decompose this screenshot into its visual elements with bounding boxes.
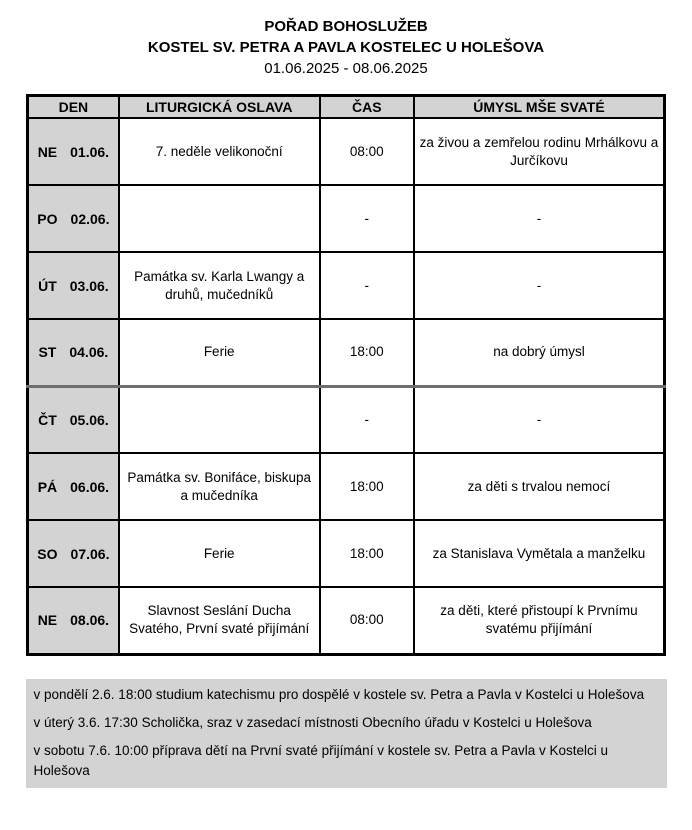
- announcement-item: v pondělí 2.6. 18:00 studium katechismu pro dospělé v kostele sv. Petra a Pavla v Kostelci u Holešova: [33, 686, 645, 702]
- celebration-cell: Ferie: [119, 319, 320, 386]
- day-abbr: PÁ: [37, 478, 58, 495]
- day-label: [33, 277, 114, 295]
- table-row: [28, 453, 665, 520]
- time-cell: 18:00: [320, 520, 414, 587]
- day-label: [33, 210, 114, 228]
- day-label: [33, 611, 114, 629]
- intention-cell: za děti s trvalou nemocí: [414, 453, 665, 520]
- celebration-cell: Ferie: [119, 520, 320, 587]
- day-cell: [28, 252, 119, 319]
- day-date: 02.06.: [70, 210, 110, 227]
- day-cell: [28, 319, 119, 386]
- column-header-celebration: LITURGICKÁ OSLAVA: [119, 96, 320, 119]
- time-cell: -: [320, 252, 414, 319]
- celebration-cell: [119, 386, 320, 453]
- intention-cell: -: [414, 185, 665, 252]
- day-abbr: ČT: [38, 411, 57, 428]
- table-row: [28, 587, 665, 654]
- day-abbr: ST: [38, 344, 57, 361]
- time-cell: 18:00: [320, 453, 414, 520]
- day-label: [33, 343, 114, 361]
- day-abbr: ÚT: [38, 277, 57, 294]
- page-title: POŘAD BOHOSLUŽEB: [264, 18, 428, 35]
- intention-cell: za živou a zemřelou rodinu Mrhálkovu a Jurčíkovu: [414, 118, 665, 185]
- day-date: 08.06.: [70, 612, 110, 629]
- day-abbr: NE: [37, 143, 58, 160]
- document-header: [0, 0, 692, 79]
- day-abbr: PO: [37, 210, 58, 227]
- time-cell: 08:00: [320, 118, 414, 185]
- time-cell: -: [320, 386, 414, 453]
- table-row: [28, 319, 665, 386]
- table-row: [28, 386, 665, 453]
- time-cell: -: [320, 185, 414, 252]
- announcements-box: [26, 679, 667, 788]
- day-abbr: SO: [37, 545, 58, 562]
- day-cell: [28, 118, 119, 185]
- day-date: 01.06.: [70, 143, 110, 160]
- day-cell: [28, 520, 119, 587]
- intention-cell: -: [414, 252, 665, 319]
- day-cell: [28, 185, 119, 252]
- day-date: 05.06.: [69, 411, 109, 428]
- day-cell: [28, 453, 119, 520]
- day-date: 07.06.: [70, 545, 110, 562]
- church-name: KOSTEL SV. PETRA A PAVLA KOSTELEC U HOLEŠOVA: [147, 39, 545, 56]
- celebration-cell: [119, 185, 320, 252]
- celebration-cell: Památka sv. Bonifáce, biskupa a mučedníka: [119, 453, 320, 520]
- announcement-item: v úterý 3.6. 17:30 Scholička, sraz v zasedací místnosti Obecního úřadu v Kostelci u Holešova: [33, 714, 592, 730]
- intention-cell: -: [414, 386, 665, 453]
- day-date: 06.06.: [70, 478, 110, 495]
- time-cell: 08:00: [320, 587, 414, 654]
- intention-cell: za děti, které přistoupí k Prvnímu svatému přijímání: [414, 587, 665, 654]
- table-row: [28, 185, 665, 252]
- day-label: [33, 478, 114, 496]
- day-cell: [28, 587, 119, 654]
- celebration-cell: 7. neděle velikonoční: [119, 118, 320, 185]
- schedule-table-body: [28, 118, 665, 654]
- column-header-time: ČAS: [320, 96, 414, 119]
- day-label: [33, 143, 114, 161]
- table-row: [28, 252, 665, 319]
- day-cell: [28, 386, 119, 453]
- day-label: [33, 411, 114, 429]
- intention-cell: na dobrý úmysl: [414, 319, 665, 386]
- schedule-table-header: [28, 96, 665, 119]
- schedule-table: [26, 94, 666, 656]
- column-header-day: DEN: [28, 96, 119, 119]
- table-row: [28, 520, 665, 587]
- intention-cell: za Stanislava Vymětala a manželku: [414, 520, 665, 587]
- celebration-cell: Památka sv. Karla Lwangy a druhů, mučedníků: [119, 252, 320, 319]
- day-date: 03.06.: [69, 277, 109, 294]
- celebration-cell: Slavnost Seslání Ducha Svatého, První svaté přijímání: [119, 587, 320, 654]
- day-abbr: NE: [37, 612, 58, 629]
- day-label: [33, 545, 114, 563]
- column-header-intention: ÚMYSL MŠE SVATÉ: [414, 96, 665, 119]
- table-row: [28, 118, 665, 185]
- day-date: 04.06.: [69, 344, 109, 361]
- date-range: 01.06.2025 - 08.06.2025: [264, 60, 428, 77]
- announcement-item: v sobotu 7.6. 10:00 příprava dětí na První svaté přijímání v kostele sv. Petra a Pavla v Kostelci u Holešova: [33, 742, 609, 778]
- time-cell: 18:00: [320, 319, 414, 386]
